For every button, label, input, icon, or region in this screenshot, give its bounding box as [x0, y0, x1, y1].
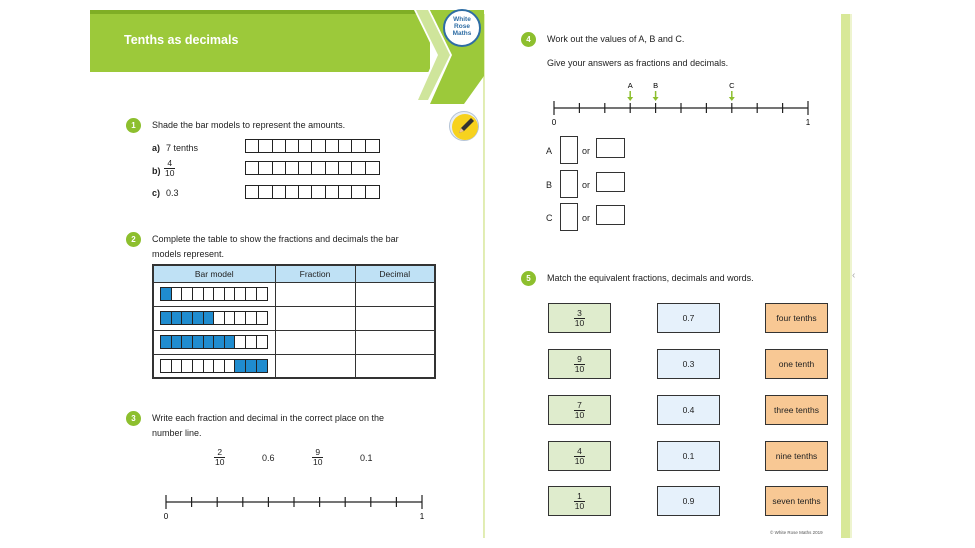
shaded-tenth	[235, 360, 246, 372]
denominator: 10	[574, 363, 585, 374]
shaded-tenth	[214, 336, 225, 348]
word-card[interactable]: four tenths	[765, 303, 828, 333]
unshaded-tenth	[246, 336, 257, 348]
numerator: 9	[577, 353, 582, 364]
decimal-card[interactable]: 0.4	[657, 395, 720, 425]
shaded-tenth	[182, 312, 193, 324]
unshaded-tenth	[235, 288, 246, 300]
shaded-tenth	[161, 288, 172, 300]
unshaded-tenth	[257, 336, 268, 348]
shaded-tenth	[182, 336, 193, 348]
decimal-answer-cell[interactable]	[355, 330, 435, 354]
q1b-fraction	[164, 159, 175, 178]
answer-label-a: A	[546, 146, 553, 156]
unshaded-tenth	[214, 312, 225, 324]
unshaded-tenth	[193, 288, 204, 300]
q1c-text: 0.3	[166, 188, 179, 198]
or-text-c: or	[582, 213, 591, 223]
q1a-label: a)	[152, 143, 161, 153]
bar-model-strip	[160, 311, 268, 325]
numerator: 1	[577, 490, 582, 501]
word-card[interactable]: seven tenths	[765, 486, 828, 516]
shaded-tenth	[161, 336, 172, 348]
fraction-decimal-table	[152, 264, 436, 379]
unshaded-tenth	[225, 360, 236, 372]
unshaded-tenth	[172, 288, 183, 300]
logo-word-2: Rose	[454, 23, 470, 30]
fraction-answer-cell[interactable]	[275, 354, 355, 378]
unshaded-tenth	[193, 360, 204, 372]
q5-prompt: Match the equivalent fractions, decimals and words.	[547, 273, 754, 283]
page-title: Tenths as decimals	[124, 33, 239, 47]
bar-model-cell	[153, 282, 275, 306]
q1b-label: b)	[152, 166, 161, 176]
fraction-answer-cell[interactable]	[275, 282, 355, 306]
q4-number-line	[547, 78, 817, 134]
q1b-denominator: 10	[165, 168, 175, 178]
denominator: 10	[574, 409, 585, 420]
q3-fraction-9-tenths	[312, 448, 323, 467]
logo-word-3: Maths	[452, 30, 472, 37]
q4-prompt-line1: Work out the values of A, B and C.	[547, 34, 685, 44]
decimal-card[interactable]: 0.3	[657, 349, 720, 379]
denominator: 10	[574, 500, 585, 511]
table-header-bar-model: Bar model	[153, 265, 275, 282]
answer-label-c: C	[546, 213, 553, 223]
denominator: 10	[313, 457, 323, 467]
decimal-answer-cell[interactable]	[355, 306, 435, 330]
bar-model-strip	[160, 335, 268, 349]
bar-model-cell	[153, 330, 275, 354]
fraction-answer-cell[interactable]	[275, 330, 355, 354]
bar-model-cell	[153, 306, 275, 330]
numerator: 4	[577, 445, 582, 456]
fraction-card[interactable]	[548, 395, 611, 425]
shaded-tenth	[193, 312, 204, 324]
question-number-5: 5	[521, 271, 536, 286]
fraction-card[interactable]	[548, 349, 611, 379]
unshaded-tenth	[161, 360, 172, 372]
q3-number-line[interactable]	[160, 490, 430, 530]
marker-label: C	[729, 81, 735, 90]
question-number-3: 3	[126, 411, 141, 426]
q4-prompt-line2: Give your answers as fractions and decimals.	[547, 58, 729, 68]
copyright: © White Rose Maths 2019	[770, 530, 823, 535]
shaded-tenth	[161, 312, 172, 324]
bar-model-2	[154, 311, 275, 325]
card-fraction	[574, 492, 585, 511]
fraction-card[interactable]	[548, 441, 611, 471]
table-row	[153, 330, 435, 354]
bar-model-1	[154, 287, 275, 301]
q1b-numerator: 4	[167, 158, 173, 168]
numerator: 3	[577, 307, 582, 318]
decimal-card[interactable]: 0.1	[657, 441, 720, 471]
denominator: 10	[215, 457, 225, 467]
denominator: 10	[574, 455, 585, 466]
question-number-1: 1	[126, 118, 141, 133]
table-row	[153, 354, 435, 378]
shaded-tenth	[225, 336, 236, 348]
shaded-tenth	[204, 336, 215, 348]
card-fraction	[574, 401, 585, 420]
unshaded-tenth	[204, 360, 215, 372]
q1a-text: 7 tenths	[166, 143, 199, 153]
answer-b-fraction-box[interactable]	[560, 170, 578, 198]
q3-prompt-line1: Write each fraction and decimal in the correct place on the	[152, 413, 384, 423]
bar-model-3	[154, 335, 275, 349]
answer-a-fraction-box[interactable]	[560, 136, 578, 164]
q3-decimal-0-1: 0.1	[360, 453, 373, 463]
number-line-end-label: 1	[805, 118, 811, 127]
fraction-answer-cell[interactable]	[275, 306, 355, 330]
unshaded-tenth	[246, 288, 257, 300]
q3-prompt-line2: number line.	[152, 428, 202, 438]
fraction-card[interactable]	[548, 303, 611, 333]
bar-model-cell	[153, 354, 275, 378]
unshaded-tenth	[235, 336, 246, 348]
decimal-answer-cell[interactable]	[355, 354, 435, 378]
shaded-tenth	[193, 336, 204, 348]
card-fraction	[574, 355, 585, 374]
word-card[interactable]: one tenth	[765, 349, 828, 379]
unshaded-tenth	[225, 288, 236, 300]
unshaded-tenth	[204, 288, 215, 300]
shaded-tenth	[172, 312, 183, 324]
table-header-decimal: Decimal	[355, 265, 435, 282]
table-row	[153, 282, 435, 306]
marker-label: B	[653, 81, 659, 90]
q1c-bar-model[interactable]	[245, 185, 380, 199]
answer-c-fraction-box[interactable]	[560, 203, 578, 231]
decimal-card[interactable]: 0.7	[657, 303, 720, 333]
numerator: 2	[217, 447, 223, 457]
marker-arrow-head	[729, 97, 735, 101]
right-page-edge	[841, 14, 850, 538]
bar-model-strip	[160, 287, 268, 301]
answer-c-decimal-box[interactable]	[596, 205, 625, 225]
card-fraction	[574, 447, 585, 466]
q3-fraction-2-tenths	[214, 448, 225, 467]
number-line-start-label: 0	[551, 118, 557, 127]
q1b-bar-model[interactable]	[245, 161, 380, 175]
fraction-card[interactable]	[548, 486, 611, 516]
word-card[interactable]: three tenths	[765, 395, 828, 425]
unshaded-tenth	[172, 360, 183, 372]
unshaded-tenth	[214, 288, 225, 300]
q1c-label: c)	[152, 188, 161, 198]
logo-word-1: White	[453, 16, 471, 23]
number-line-start-label: 0	[163, 512, 169, 521]
numerator: 9	[315, 447, 321, 457]
answer-a-decimal-box[interactable]	[596, 138, 625, 158]
unshaded-tenth	[246, 312, 257, 324]
numerator: 7	[577, 399, 582, 410]
table-row	[153, 306, 435, 330]
unshaded-tenth	[235, 312, 246, 324]
q1-prompt: Shade the bar models to represent the amounts.	[152, 120, 346, 130]
shaded-tenth	[257, 360, 268, 372]
unshaded-tenth	[214, 360, 225, 372]
question-number-2: 2	[126, 232, 141, 247]
q3-decimal-0-6: 0.6	[262, 453, 275, 463]
white-rose-logo	[443, 9, 481, 47]
unshaded-tenth	[225, 312, 236, 324]
answer-b-decimal-box[interactable]	[596, 172, 625, 192]
unshaded-tenth	[182, 288, 193, 300]
q2-prompt-line2: models represent.	[152, 249, 225, 259]
card-fraction	[574, 309, 585, 328]
marker-arrow-head	[627, 97, 633, 101]
denominator: 10	[574, 317, 585, 328]
answer-label-b: B	[546, 180, 553, 190]
table-header-fraction: Fraction	[275, 265, 355, 282]
question-number-4: 4	[521, 32, 536, 47]
shaded-tenth	[246, 360, 257, 372]
q1a-bar-model[interactable]	[245, 139, 380, 153]
shaded-tenth	[172, 336, 183, 348]
unshaded-tenth	[257, 288, 268, 300]
bar-model-strip	[160, 359, 268, 373]
q2-prompt-line1: Complete the table to show the fractions and decimals the bar	[152, 234, 399, 244]
unshaded-tenth	[182, 360, 193, 372]
or-text-b: or	[582, 180, 591, 190]
word-card[interactable]: nine tenths	[765, 441, 828, 471]
marker-arrow-head	[653, 97, 659, 101]
shaded-tenth	[204, 312, 215, 324]
decimal-answer-cell[interactable]	[355, 282, 435, 306]
marker-label: A	[627, 81, 633, 90]
number-line-end-label: 1	[419, 512, 425, 521]
unshaded-tenth	[257, 312, 268, 324]
pencil-icon	[449, 111, 479, 141]
decimal-card[interactable]: 0.9	[657, 486, 720, 516]
page-edge-mark: ‹	[852, 270, 856, 281]
or-text-a: or	[582, 146, 591, 156]
bar-model-4	[154, 359, 275, 373]
